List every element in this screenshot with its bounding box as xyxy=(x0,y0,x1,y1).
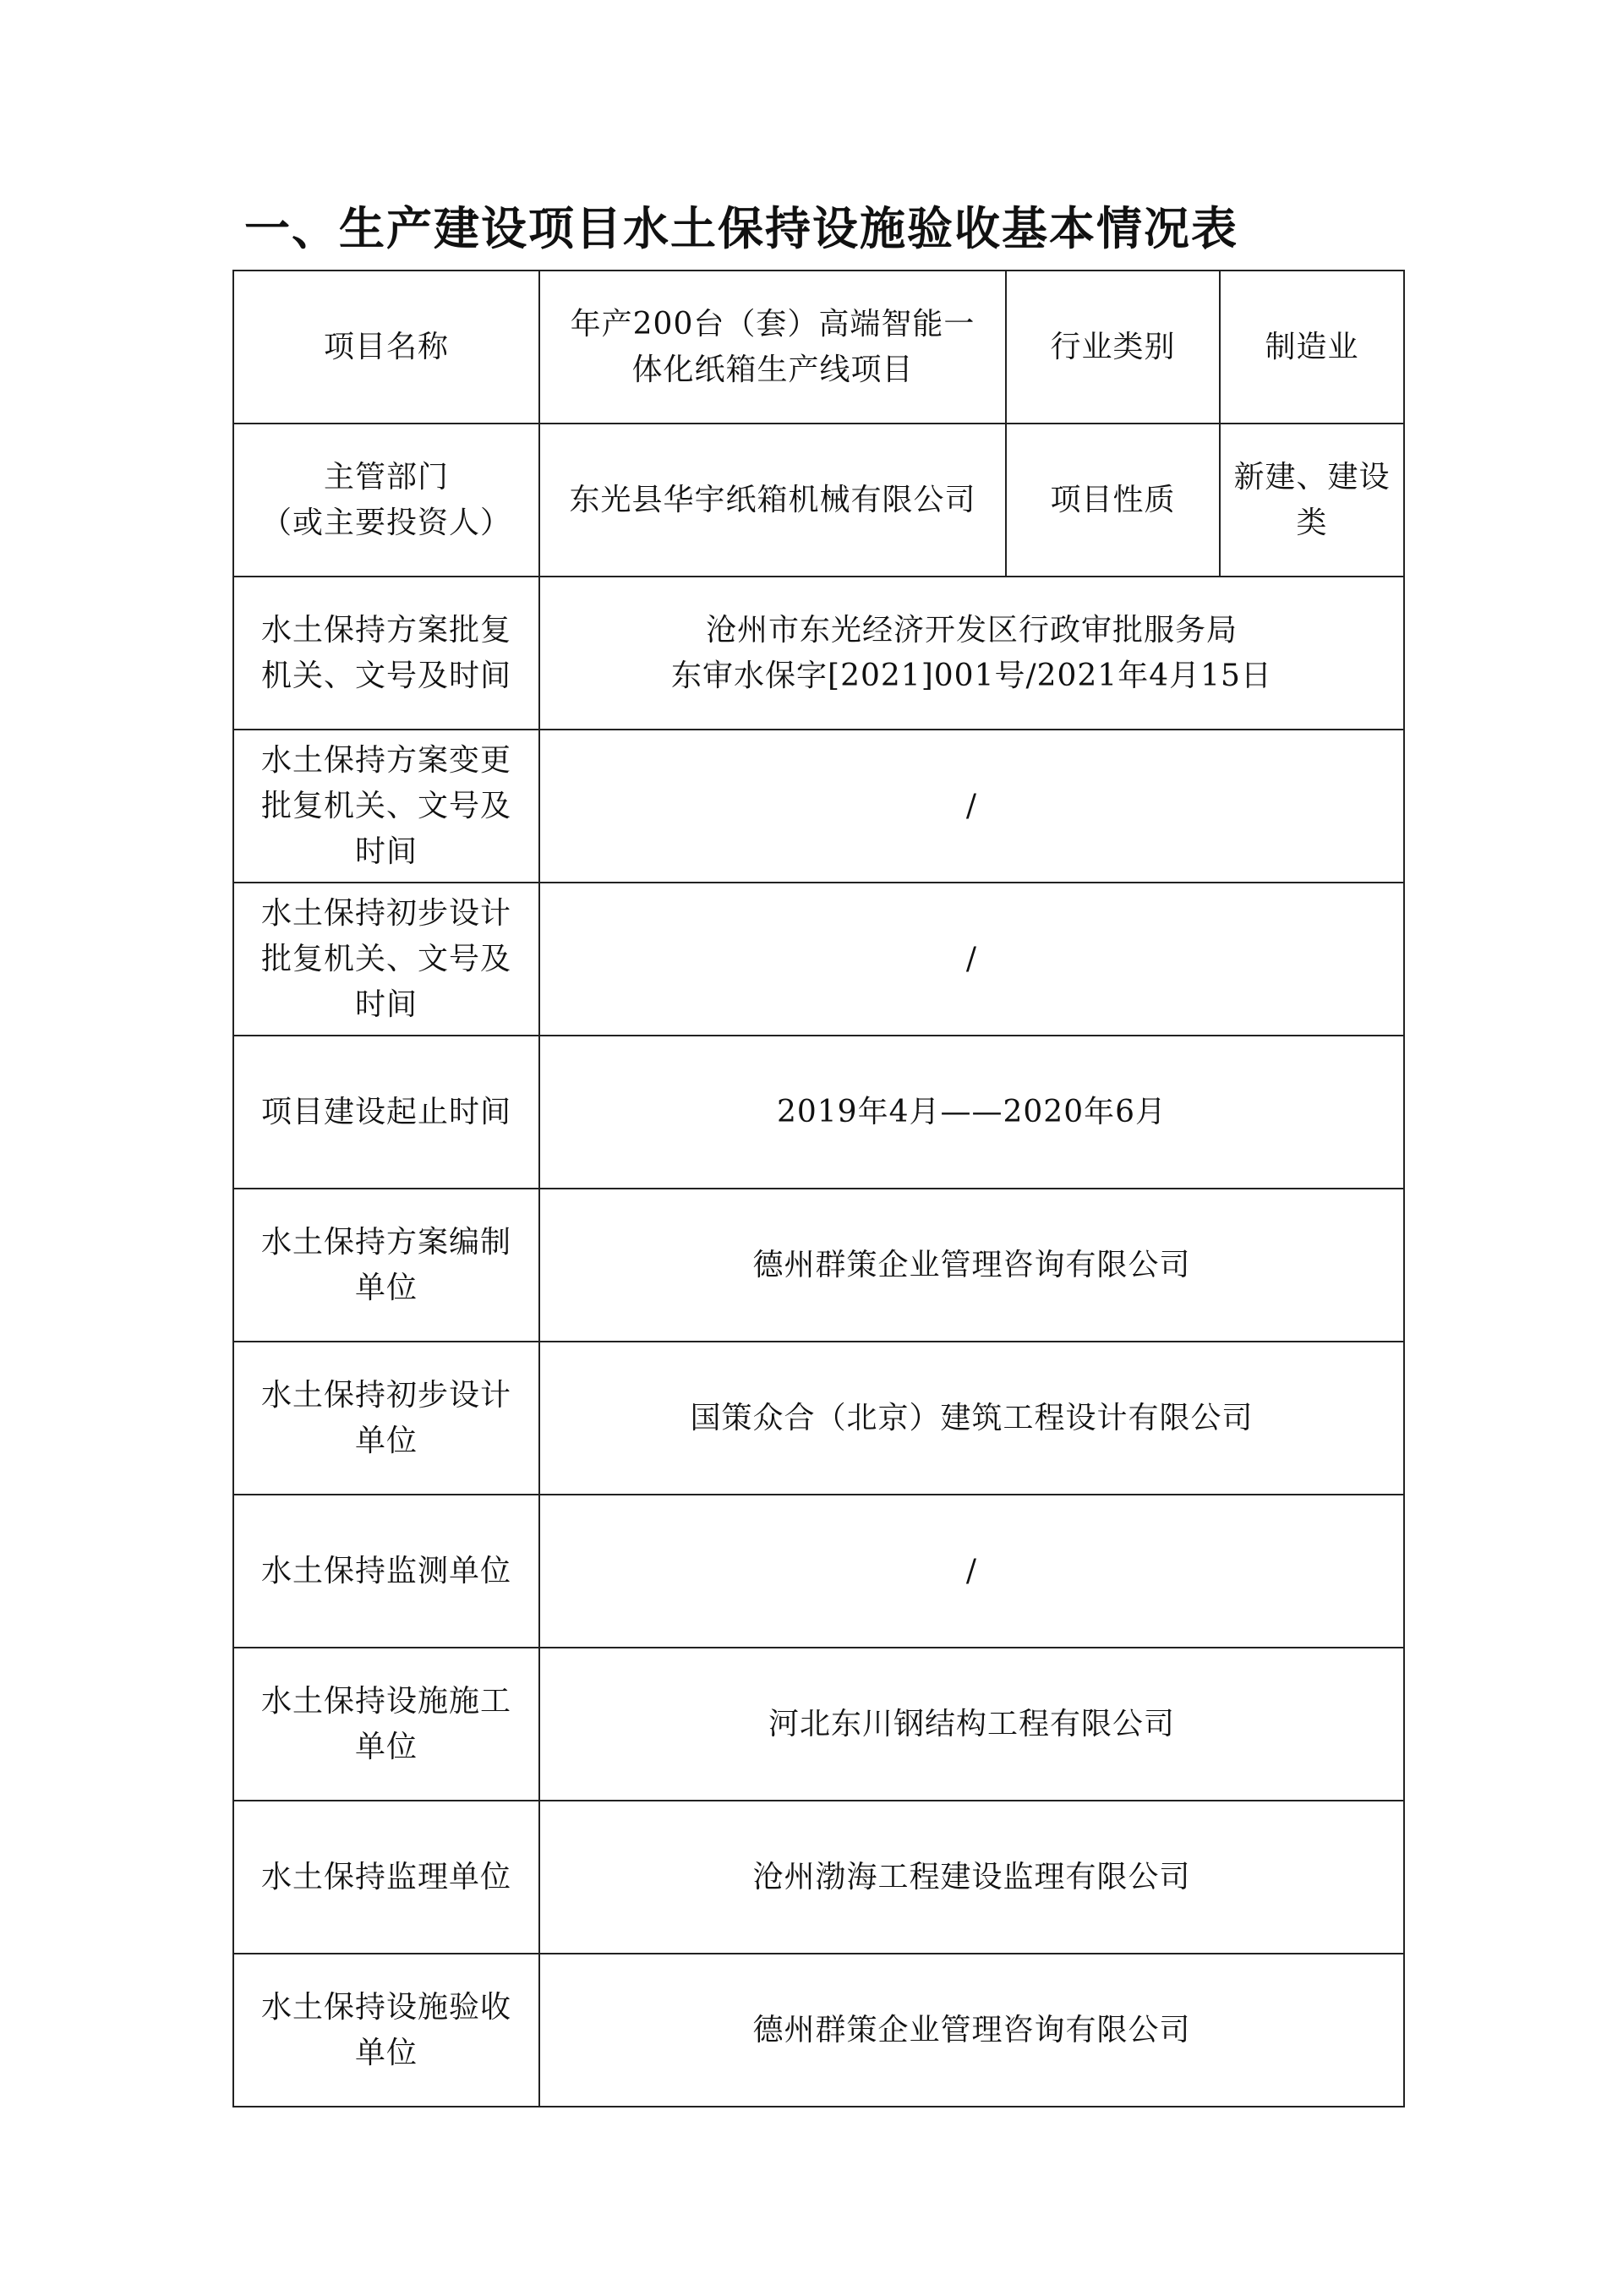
label-cell xyxy=(233,1648,539,1801)
value-cell xyxy=(539,730,1404,883)
construction-unit-label: 水土保持设施施工单位 xyxy=(260,1683,511,1764)
construction-unit-value: 河北东川钢结构工程有限公司 xyxy=(768,1706,1175,1741)
label-cell xyxy=(233,730,539,883)
construction-period-value: 2019年4月——2020年6月 xyxy=(776,1094,1167,1129)
value-cell xyxy=(539,1495,1404,1648)
value-cell xyxy=(539,1036,1404,1189)
value-cell xyxy=(539,1801,1404,1954)
label-cell xyxy=(233,1036,539,1189)
label-cell xyxy=(233,1801,539,1954)
acceptance-unit-label: 水土保持设施验收单位 xyxy=(260,1989,511,2070)
plan-change-value: / xyxy=(965,788,978,823)
table-row-plan-approval xyxy=(233,577,1404,730)
table-row-plan-change xyxy=(233,730,1404,883)
label-cell xyxy=(233,883,539,1036)
value-cell xyxy=(539,1189,1404,1342)
preliminary-design-value: / xyxy=(965,941,978,976)
table-row-department xyxy=(233,424,1404,577)
project-name-label: 项目名称 xyxy=(323,329,449,364)
table-row-construction-unit xyxy=(233,1648,1404,1801)
value-cell xyxy=(539,1342,1404,1495)
label-cell xyxy=(233,577,539,730)
table-row-preliminary-design xyxy=(233,883,1404,1036)
value-cell xyxy=(539,424,1006,577)
page-title: 一、生产建设项目水土保持设施验收基本情况表 xyxy=(244,202,1238,255)
table-row-acceptance-unit xyxy=(233,1954,1404,2107)
table-row-design-unit xyxy=(233,1342,1404,1495)
table-row-supervision-unit xyxy=(233,1801,1404,1954)
project-nature-label: 项目性质 xyxy=(1050,482,1176,517)
plan-compiler-value: 德州群策企业管理咨询有限公司 xyxy=(752,1247,1191,1282)
value-cell xyxy=(539,1648,1404,1801)
department-label-line2: （或主要投资人） xyxy=(260,505,511,540)
project-name-value: 年产200台（套）高端智能一体化纸箱生产线项目 xyxy=(570,306,975,387)
label-cell xyxy=(1006,424,1220,577)
plan-approval-label: 水土保持方案批复机关、文号及时间 xyxy=(260,612,511,693)
value-cell xyxy=(539,883,1404,1036)
preliminary-design-label: 水土保持初步设计批复机关、文号及时间 xyxy=(260,895,511,1022)
value-cell xyxy=(539,577,1404,730)
supervision-unit-value: 沧州渤海工程建设监理有限公司 xyxy=(752,1859,1191,1894)
plan-approval-document: 东审水保字[2021]001号/2021年4月15日 xyxy=(671,658,1272,693)
table-row-monitoring-unit xyxy=(233,1495,1404,1648)
label-cell xyxy=(233,271,539,424)
monitoring-unit-label: 水土保持监测单位 xyxy=(260,1553,511,1588)
acceptance-unit-value: 德州群策企业管理咨询有限公司 xyxy=(752,2012,1191,2047)
value-cell xyxy=(539,1954,1404,2107)
acceptance-summary-table xyxy=(232,270,1405,2107)
table-row-construction-period xyxy=(233,1036,1404,1189)
table-row-plan-compiler xyxy=(233,1189,1404,1342)
value-cell xyxy=(1220,424,1404,577)
label-cell xyxy=(233,424,539,577)
industry-category-value: 制造业 xyxy=(1265,329,1359,364)
label-cell xyxy=(233,1954,539,2107)
department-value: 东光县华宇纸箱机械有限公司 xyxy=(569,482,976,517)
construction-period-label: 项目建设起止时间 xyxy=(260,1094,511,1129)
value-cell xyxy=(1220,271,1404,424)
plan-approval-authority: 沧州市东光经济开发区行政审批服务局 xyxy=(705,612,1238,648)
department-label-line1: 主管部门 xyxy=(323,459,449,495)
table-row-project-name xyxy=(233,271,1404,424)
design-unit-value: 国策众合（北京）建筑工程设计有限公司 xyxy=(690,1400,1254,1435)
project-nature-value: 新建、建设类 xyxy=(1233,459,1391,540)
label-cell xyxy=(233,1189,539,1342)
industry-category-label: 行业类别 xyxy=(1050,329,1176,364)
monitoring-unit-value: / xyxy=(965,1553,978,1588)
label-cell xyxy=(233,1495,539,1648)
plan-change-label: 水土保持方案变更批复机关、文号及时间 xyxy=(260,742,511,869)
supervision-unit-label: 水土保持监理单位 xyxy=(260,1859,511,1894)
label-cell xyxy=(1006,271,1220,424)
plan-compiler-label: 水土保持方案编制单位 xyxy=(260,1224,511,1305)
design-unit-label: 水土保持初步设计单位 xyxy=(260,1377,511,1458)
value-cell xyxy=(539,271,1006,424)
label-cell xyxy=(233,1342,539,1495)
